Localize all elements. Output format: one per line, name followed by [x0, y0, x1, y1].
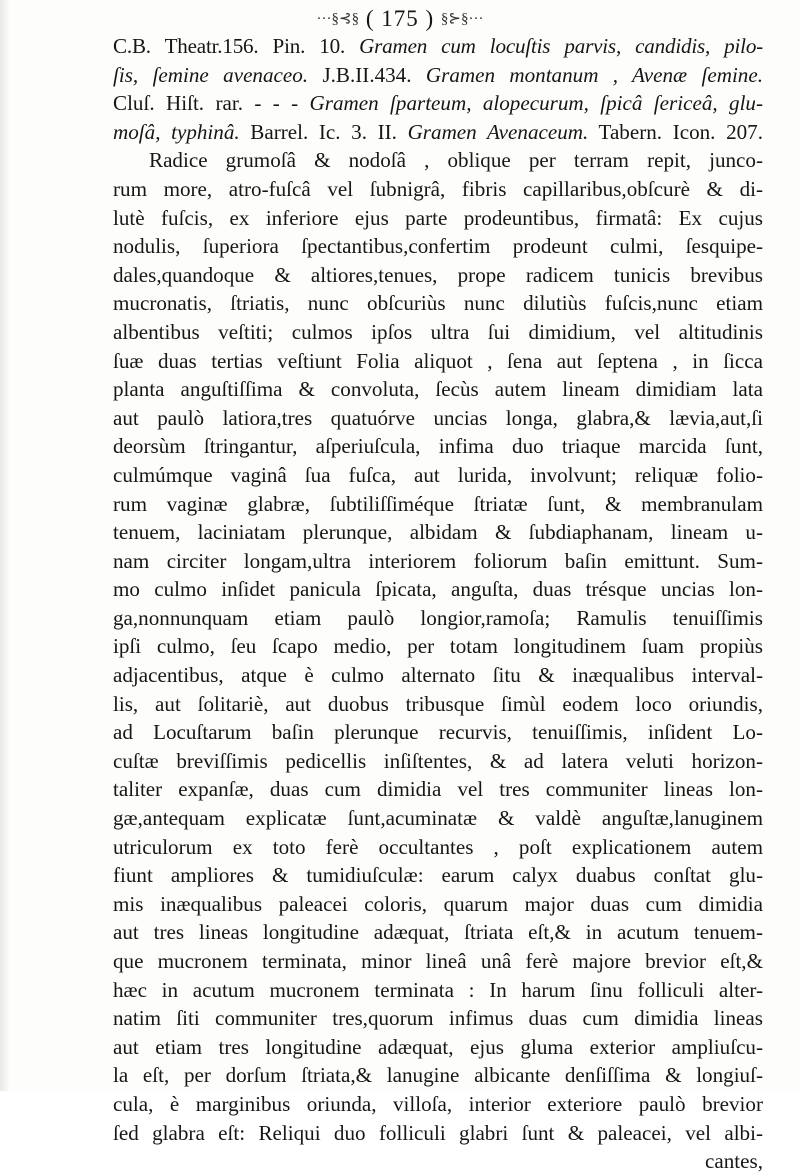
- text-segment: que mucronem terminata, minor lineâ unâ ferè majore brevior eſt,&: [113, 949, 763, 973]
- text-line: [113, 118, 763, 147]
- text-line: [113, 204, 763, 233]
- text-segment: nodulis, ſuperiora ſpectantibus,confertim prodeunt culmi, ſesquipe-: [113, 234, 763, 259]
- text-line: [113, 232, 763, 261]
- text-line: [113, 89, 763, 118]
- text-segment: rum vaginæ glabræ, ſubtiliſſiméque ſtriatæ ſunt, & membranulam: [113, 491, 763, 516]
- text-segment: cula, è marginibus oriunda, villoſa, interior exteriore paulò brevior: [113, 1091, 763, 1116]
- body-text: [113, 32, 763, 1176]
- text-segment: la eſt, per dorſum ſtriata,& lanugine albicante denſiſſima & longiuſ-: [113, 1063, 763, 1088]
- text-line: [113, 1061, 763, 1090]
- italic-text-segment: Gramen montanum , Avenæ ſemine.: [425, 62, 763, 87]
- text-segment: ſed glabra eſt: Reliqui duo folliculi glabri ſunt & paleacei, vel albi-: [113, 1120, 763, 1145]
- text-line: [113, 146, 763, 175]
- text-line: [113, 718, 763, 747]
- text-segment: hæc in acutum mucronem terminata : In harum ſinu folliculi alter-: [113, 977, 763, 1002]
- text-line: [113, 289, 763, 318]
- text-line: [113, 690, 763, 719]
- text-segment: mis inæqualibus paleacei coloris, quarum major duas cum dimidia: [113, 891, 763, 916]
- text-segment: cantes,: [705, 1149, 763, 1174]
- text-segment: Barrel. Ic. 3. II.: [239, 119, 408, 144]
- text-line: [113, 1119, 763, 1148]
- italic-text-segment: ſis, ſemine avenaceo.: [113, 62, 309, 87]
- text-line: [113, 518, 763, 547]
- text-line: [113, 347, 763, 376]
- text-segment: Tabern. Icon. 207.: [588, 119, 763, 144]
- text-line: [113, 61, 763, 90]
- text-line: [113, 575, 763, 604]
- text-line: [113, 261, 763, 290]
- header-ornament-left: ···§⊰§: [316, 11, 360, 27]
- text-line: [113, 404, 763, 433]
- text-segment: planta anguſtiſſima & convoluta, ſecùs autem lineam dimidiam lata: [113, 377, 763, 402]
- text-line: [113, 747, 763, 776]
- text-line: [113, 833, 763, 862]
- italic-text-segment: Gramen ſparteum, alopecurum, ſpicâ ſericeâ, glu-: [309, 91, 763, 116]
- text-segment: ga,nonnunquam etiam paulò longior,ramoſa; Ramulis tenuiſſimis: [113, 605, 763, 630]
- text-line: [113, 1147, 763, 1176]
- text-segment: Cluſ. Hiſt. rar. - - -: [113, 91, 310, 116]
- text-segment: mucronatis, ſtriatis, nunc obſcuriùs nunc dilutiùs fuſcis,nunc etiam: [113, 291, 763, 316]
- text-line: [113, 175, 763, 204]
- page-header: [0, 6, 800, 32]
- text-segment: gæ,antequam explicatæ ſunt,acuminatæ & valdè anguſtæ,lanuginem: [113, 806, 763, 831]
- text-segment: rum more, atro-fuſcâ vel ſubnigrâ, fibris capillaribus,obſcurè & di-: [113, 176, 763, 201]
- text-line: [113, 32, 763, 61]
- text-line: [113, 661, 763, 690]
- text-segment: taliter expanſæ, duas cum dimidia vel tres communiter lineas lon-: [113, 777, 763, 802]
- text-segment: ipſi culmo, ſeu ſcapo medio, per totam longitudinem ſuam propiùs: [113, 634, 763, 659]
- text-line: [113, 804, 763, 833]
- text-line: [113, 490, 763, 519]
- text-segment: mo culmo inſidet panicula ſpicata, anguſta, duas trésque uncias lon-: [113, 577, 763, 602]
- italic-text-segment: Gramen Avenaceum.: [407, 119, 589, 144]
- text-segment: culmúmque vaginâ ſua fuſca, aut lurida, involvunt; reliquæ folio-: [113, 462, 763, 487]
- scan-binding-shadow: [0, 0, 10, 1091]
- text-line: [113, 604, 763, 633]
- text-segment: J.B.II.434.: [308, 62, 426, 87]
- text-line: [113, 547, 763, 576]
- page-number: ( 175 ): [365, 6, 435, 31]
- text-line: [113, 632, 763, 661]
- text-segment: nam circiter longam,ultra interiorem foliorum baſin emittunt. Sum-: [113, 548, 763, 573]
- text-segment: lutè fuſcis, ex inferiore ejus parte prodeuntibus, firmatâ: Ex cujus: [113, 205, 763, 230]
- header-ornament-right: §⊱§···: [440, 11, 484, 27]
- text-segment: dales,quandoque & altiores,tenues, prope radicem tunicis brevibus: [113, 262, 763, 287]
- text-segment: C.B. Theatr.156. Pin. 10.: [113, 34, 360, 58]
- text-line: [113, 1090, 763, 1119]
- text-segment: aut paulò latiora,tres quatuórve uncias longa, glabra,& lævia,aut,ſi: [113, 405, 763, 430]
- text-line: [113, 947, 763, 976]
- italic-text-segment: Gramen cum locuſtis parvis, candidis, pilo-: [359, 34, 764, 58]
- text-segment: cuſtæ breviſſimis pedicellis inſiſtentes, & ad latera veluti horizon-: [113, 748, 763, 773]
- text-line: [113, 775, 763, 804]
- text-segment: albentibus veſtiti; culmos ipſos ultra ſui dimidium, vel altitudinis: [113, 319, 763, 344]
- text-line: [113, 1033, 763, 1062]
- text-line: [113, 918, 763, 947]
- text-segment: utriculorum ex toto ferè occultantes , poſt explicationem autem: [113, 834, 763, 859]
- text-segment: ad Locuſtarum baſin plerunque recurvis, tenuiſſimis, inſident Lo-: [113, 720, 763, 745]
- text-segment: lis, aut ſolitariè, aut duobus tribusque ſimùl eodem loco oriundis,: [113, 691, 763, 716]
- text-segment: deorsùm ſtringantur, aſperiuſcula, infima duo triaque marcida ſunt,: [113, 434, 763, 459]
- text-line: [113, 432, 763, 461]
- text-line: [113, 890, 763, 919]
- text-line: [113, 861, 763, 890]
- text-line: [113, 976, 763, 1005]
- text-segment: fiunt ampliores & tumidiuſculæ: earum calyx duabus conſtat glu-: [113, 863, 763, 888]
- text-line: [113, 318, 763, 347]
- text-segment: adjacentibus, atque è culmo alternato ſitu & inæqualibus interval-: [113, 663, 763, 688]
- italic-text-segment: moſâ, typhinâ.: [113, 119, 240, 144]
- text-segment: tenuem, laciniatam plerunque, albidam & ſubdiaphanam, lineam u-: [113, 520, 763, 545]
- text-segment: natim ſiti communiter tres,quorum infimus duas cum dimidia lineas: [113, 1006, 763, 1031]
- text-segment: Radice grumoſâ & nodoſâ , oblique per terram repit, junco-: [149, 148, 763, 173]
- text-segment: ſuæ duas tertias veſtiunt Folia aliquot , ſena aut ſeptena , in ſicca: [113, 348, 763, 373]
- text-line: [113, 461, 763, 490]
- text-segment: aut etiam tres longitudine adæquat, ejus gluma exterior ampliuſcu-: [113, 1034, 763, 1059]
- text-segment: aut tres lineas longitudine adæquat, ſtriata eſt,& in acutum tenuem-: [113, 920, 763, 945]
- text-line: [113, 1004, 763, 1033]
- text-line: [113, 375, 763, 404]
